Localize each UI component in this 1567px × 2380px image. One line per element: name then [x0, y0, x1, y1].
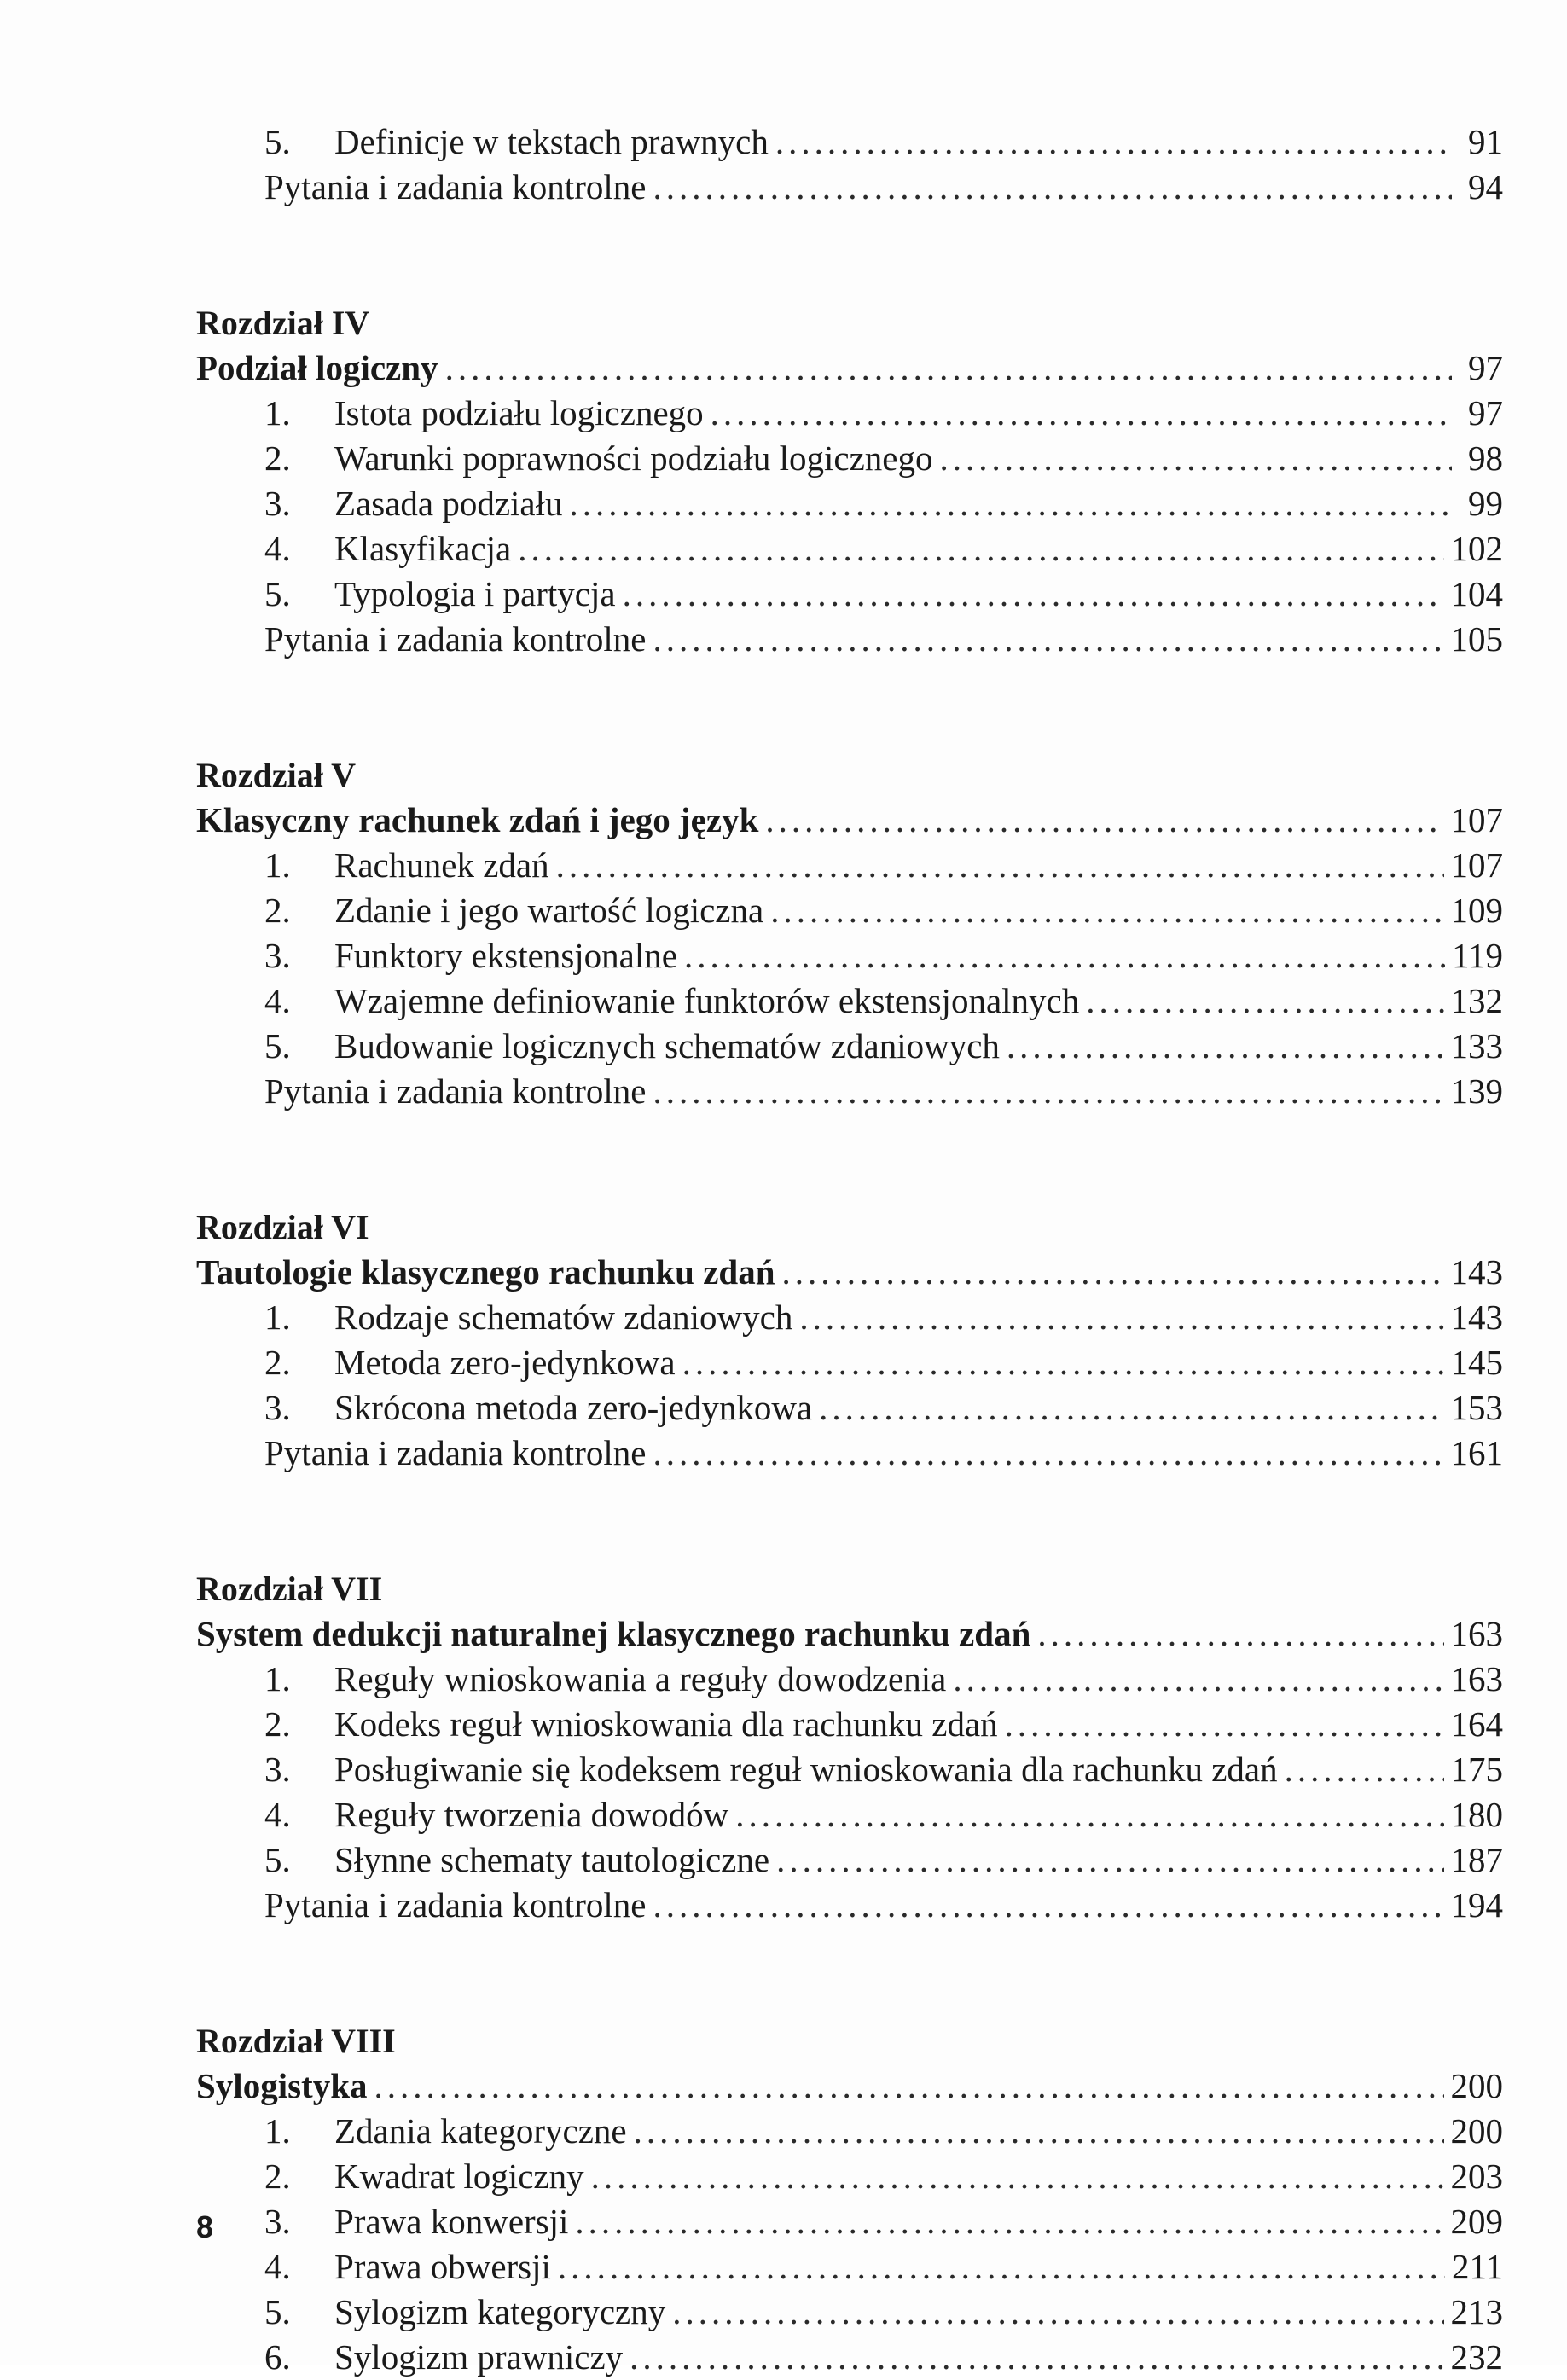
toc-entry — [196, 1295, 1503, 1340]
toc-entry — [196, 1837, 1503, 1883]
entry-page-number: 139 — [1450, 1071, 1503, 1111]
entry-page-number: 99 — [1468, 484, 1503, 523]
entry-number: 5. — [264, 1840, 291, 1879]
entry-page-number: 187 — [1450, 1840, 1503, 1879]
toc-entry — [196, 2109, 1503, 2154]
entry-page-number: 200 — [1450, 2111, 1503, 2151]
entry-page-number: 97 — [1468, 393, 1503, 432]
leader-dots — [1037, 1611, 1443, 1657]
toc-entry — [196, 436, 1503, 481]
toc-entry — [196, 1385, 1503, 1431]
toc-entry — [196, 1792, 1503, 1837]
leader-dots — [623, 572, 1444, 617]
entry-number: 4. — [264, 1795, 291, 1834]
leader-dots — [735, 1792, 1443, 1837]
section-spacer — [196, 1114, 1503, 1205]
entry-number: 5. — [264, 574, 291, 613]
entry-title: Kodeks reguł wnioskowania dla rachunku zdań — [334, 1704, 998, 1744]
entry-page-number: 102 — [1450, 529, 1503, 568]
entry-page-number: 211 — [1452, 2247, 1503, 2286]
entry-page-number: 104 — [1450, 574, 1503, 613]
entry-number: 1. — [264, 2111, 291, 2151]
chapter-label: Rozdział VIII — [196, 2022, 396, 2060]
toc-entry — [196, 1657, 1503, 1702]
toc-entry — [196, 1747, 1503, 1792]
entry-page-number: 107 — [1450, 845, 1503, 885]
entry-title: Zdanie i jego wartość logiczna — [334, 891, 764, 930]
entry-page-number: 133 — [1450, 1026, 1503, 1065]
entry-page-number: 164 — [1450, 1704, 1503, 1744]
leader-dots — [799, 1295, 1443, 1340]
leader-dots — [1086, 978, 1443, 1024]
toc-entry — [196, 391, 1503, 436]
toc-entry — [196, 978, 1503, 1024]
section-spacer — [196, 1928, 1503, 2018]
toc-entry — [196, 526, 1503, 572]
entry-title: Metoda zero-jedynkowa — [334, 1343, 676, 1382]
entry-number: 4. — [264, 981, 291, 1020]
entry-number: 5. — [264, 122, 291, 161]
chapter-label: Rozdział VII — [196, 1570, 383, 1608]
entry-number: 2. — [264, 891, 291, 930]
leader-dots — [558, 2244, 1445, 2290]
leader-dots — [682, 1340, 1444, 1385]
entry-title: Pytania i zadania kontrolne — [264, 167, 647, 206]
entry-title: Zasada podziału — [334, 484, 563, 523]
table-of-contents — [196, 119, 1503, 2380]
leader-dots — [770, 888, 1443, 933]
leader-dots — [1005, 1702, 1444, 1747]
toc-entry — [196, 2290, 1503, 2335]
leader-dots — [591, 2154, 1444, 2199]
entry-title: Pytania i zadania kontrolne — [264, 1071, 647, 1111]
toc-entry — [196, 1883, 1503, 1928]
leader-dots — [575, 2199, 1443, 2244]
page-number: 8 — [196, 2209, 214, 2244]
entry-number: 1. — [264, 845, 291, 885]
entry-title: Pytania i zadania kontrolne — [264, 619, 647, 659]
entry-number: 3. — [264, 484, 291, 523]
leader-dots — [1007, 1024, 1444, 1069]
toc-entry — [196, 1431, 1503, 1476]
section-spacer — [196, 210, 1503, 300]
leader-dots — [634, 2109, 1444, 2154]
entry-page-number: 194 — [1450, 1885, 1503, 1924]
entry-title: Sylogizm kategoryczny — [334, 2292, 666, 2331]
entry-title: Pytania i zadania kontrolne — [264, 1433, 647, 1472]
entry-page-number: 97 — [1468, 348, 1503, 387]
leader-dots — [819, 1385, 1443, 1431]
entry-page-number: 132 — [1450, 981, 1503, 1020]
toc-entry — [196, 2335, 1503, 2380]
entry-page-number: 232 — [1450, 2337, 1503, 2377]
chapter-heading-entry — [196, 1250, 1503, 1295]
entry-title: Reguły wnioskowania a reguły dowodzenia — [334, 1659, 947, 1698]
leader-dots — [653, 1883, 1443, 1928]
entry-page-number: 109 — [1450, 891, 1503, 930]
toc-entry — [196, 1702, 1503, 1747]
entry-number: 2. — [264, 1704, 291, 1744]
entry-number: 2. — [264, 2157, 291, 2196]
entry-title: Skrócona metoda zero-jedynkowa — [334, 1388, 813, 1427]
leader-dots — [518, 526, 1443, 572]
entry-page-number: 175 — [1450, 1750, 1503, 1789]
entry-page-number: 143 — [1450, 1297, 1503, 1337]
leader-dots — [765, 798, 1443, 843]
entry-title: Pytania i zadania kontrolne — [264, 1885, 647, 1924]
entry-title: Klasyfikacja — [334, 529, 512, 568]
entry-number: 2. — [264, 1343, 291, 1382]
leader-dots — [1285, 1747, 1444, 1792]
entry-title: Zdania kategoryczne — [334, 2111, 627, 2151]
entry-page-number: 203 — [1450, 2157, 1503, 2196]
entry-number: 1. — [264, 393, 291, 432]
entry-title: Kwadrat logiczny — [334, 2157, 584, 2196]
toc-entry — [196, 119, 1503, 165]
toc-entry — [196, 843, 1503, 888]
entry-page-number: 105 — [1450, 619, 1503, 659]
entry-page-number: 163 — [1450, 1659, 1503, 1698]
entry-page-number: 163 — [1450, 1614, 1503, 1653]
chapter-label: Rozdział V — [196, 756, 357, 794]
toc-entry — [196, 481, 1503, 526]
entry-title: Wzajemne definiowanie funktorów ekstensjonalnych — [334, 981, 1080, 1020]
chapter-title: Podział logiczny — [196, 348, 438, 387]
entry-number: 6. — [264, 2337, 291, 2377]
leader-dots — [672, 2290, 1443, 2335]
entry-title: Posługiwanie się kodeksem reguł wnioskowania dla rachunku zdań — [334, 1750, 1278, 1789]
leader-dots — [653, 1069, 1443, 1114]
entry-title: Typologia i partycja — [334, 574, 616, 613]
entry-page-number: 91 — [1468, 122, 1503, 161]
entry-number: 5. — [264, 1026, 291, 1065]
entry-page-number: 209 — [1450, 2202, 1503, 2241]
chapter-heading-entry — [196, 1611, 1503, 1657]
leader-dots — [711, 391, 1452, 436]
entry-page-number: 107 — [1450, 800, 1503, 839]
entry-page-number: 98 — [1468, 438, 1503, 478]
leader-dots — [630, 2335, 1443, 2380]
toc-entry — [196, 617, 1503, 662]
toc-entry — [196, 572, 1503, 617]
toc-entry — [196, 165, 1503, 210]
entry-title: Prawa konwersji — [334, 2202, 569, 2241]
leader-dots — [775, 119, 1452, 165]
leader-dots — [684, 933, 1445, 978]
entry-title: Funktory ekstensjonalne — [334, 936, 677, 975]
leader-dots — [570, 481, 1452, 526]
leader-dots — [653, 165, 1452, 210]
entry-title: Reguły tworzenia dowodów — [334, 1795, 729, 1834]
chapter-heading-entry — [196, 2064, 1503, 2109]
entry-title: Budowanie logicznych schematów zdaniowych — [334, 1026, 1000, 1065]
entry-title: Sylogizm prawniczy — [334, 2337, 624, 2377]
entry-page-number: 161 — [1450, 1433, 1503, 1472]
leader-dots — [445, 345, 1452, 391]
leader-dots — [374, 2064, 1444, 2109]
chapter-label: Rozdział IV — [196, 304, 370, 342]
entry-number: 3. — [264, 2202, 291, 2241]
entry-title: Rodzaje schematów zdaniowych — [334, 1297, 793, 1337]
entry-page-number: 94 — [1468, 167, 1503, 206]
section-spacer — [196, 662, 1503, 752]
chapter-heading-entry — [196, 798, 1503, 843]
leader-dots — [776, 1837, 1443, 1883]
toc-entry — [196, 1340, 1503, 1385]
entry-number: 1. — [264, 1297, 291, 1337]
toc-entry — [196, 2154, 1503, 2199]
entry-number: 2. — [264, 438, 291, 478]
chapter-title: Sylogistyka — [196, 2066, 368, 2105]
leader-dots — [556, 843, 1444, 888]
entry-number: 4. — [264, 2247, 291, 2286]
leader-dots — [653, 1431, 1443, 1476]
toc-entry — [196, 888, 1503, 933]
leader-dots — [653, 617, 1443, 662]
entry-title: Słynne schematy tautologiczne — [334, 1840, 770, 1879]
entry-number: 3. — [264, 1388, 291, 1427]
toc-entry — [196, 2244, 1503, 2290]
entry-title: Rachunek zdań — [334, 845, 549, 885]
toc-entry — [196, 2199, 1503, 2244]
leader-dots — [782, 1250, 1444, 1295]
chapter-heading-entry — [196, 345, 1503, 391]
entry-title: Definicje w tekstach prawnych — [334, 122, 769, 161]
entry-number: 1. — [264, 1659, 291, 1698]
leader-dots — [953, 1657, 1443, 1702]
leader-dots — [939, 436, 1452, 481]
toc-entry — [196, 933, 1503, 978]
toc-entry — [196, 1069, 1503, 1114]
entry-page-number: 119 — [1452, 936, 1503, 975]
entry-number: 3. — [264, 936, 291, 975]
chapter-title: Tautologie klasycznego rachunku zdań — [196, 1252, 775, 1292]
toc-entry — [196, 1024, 1503, 1069]
entry-page-number: 200 — [1450, 2066, 1503, 2105]
entry-number: 5. — [264, 2292, 291, 2331]
entry-title: Warunki poprawności podziału logicznego — [334, 438, 933, 478]
entry-page-number: 145 — [1450, 1343, 1503, 1382]
entry-page-number: 180 — [1450, 1795, 1503, 1834]
entry-title: Prawa obwersji — [334, 2247, 551, 2286]
chapter-label: Rozdział VI — [196, 1208, 369, 1246]
entry-page-number: 153 — [1450, 1388, 1503, 1427]
chapter-title: System dedukcji naturalnej klasycznego rachunku zdań — [196, 1614, 1031, 1653]
entry-number: 3. — [264, 1750, 291, 1789]
entry-page-number: 143 — [1450, 1252, 1503, 1292]
entry-title: Istota podziału logicznego — [334, 393, 704, 432]
chapter-title: Klasyczny rachunek zdań i jego język — [196, 800, 759, 839]
entry-page-number: 213 — [1450, 2292, 1503, 2331]
section-spacer — [196, 1476, 1503, 1566]
entry-number: 4. — [264, 529, 291, 568]
